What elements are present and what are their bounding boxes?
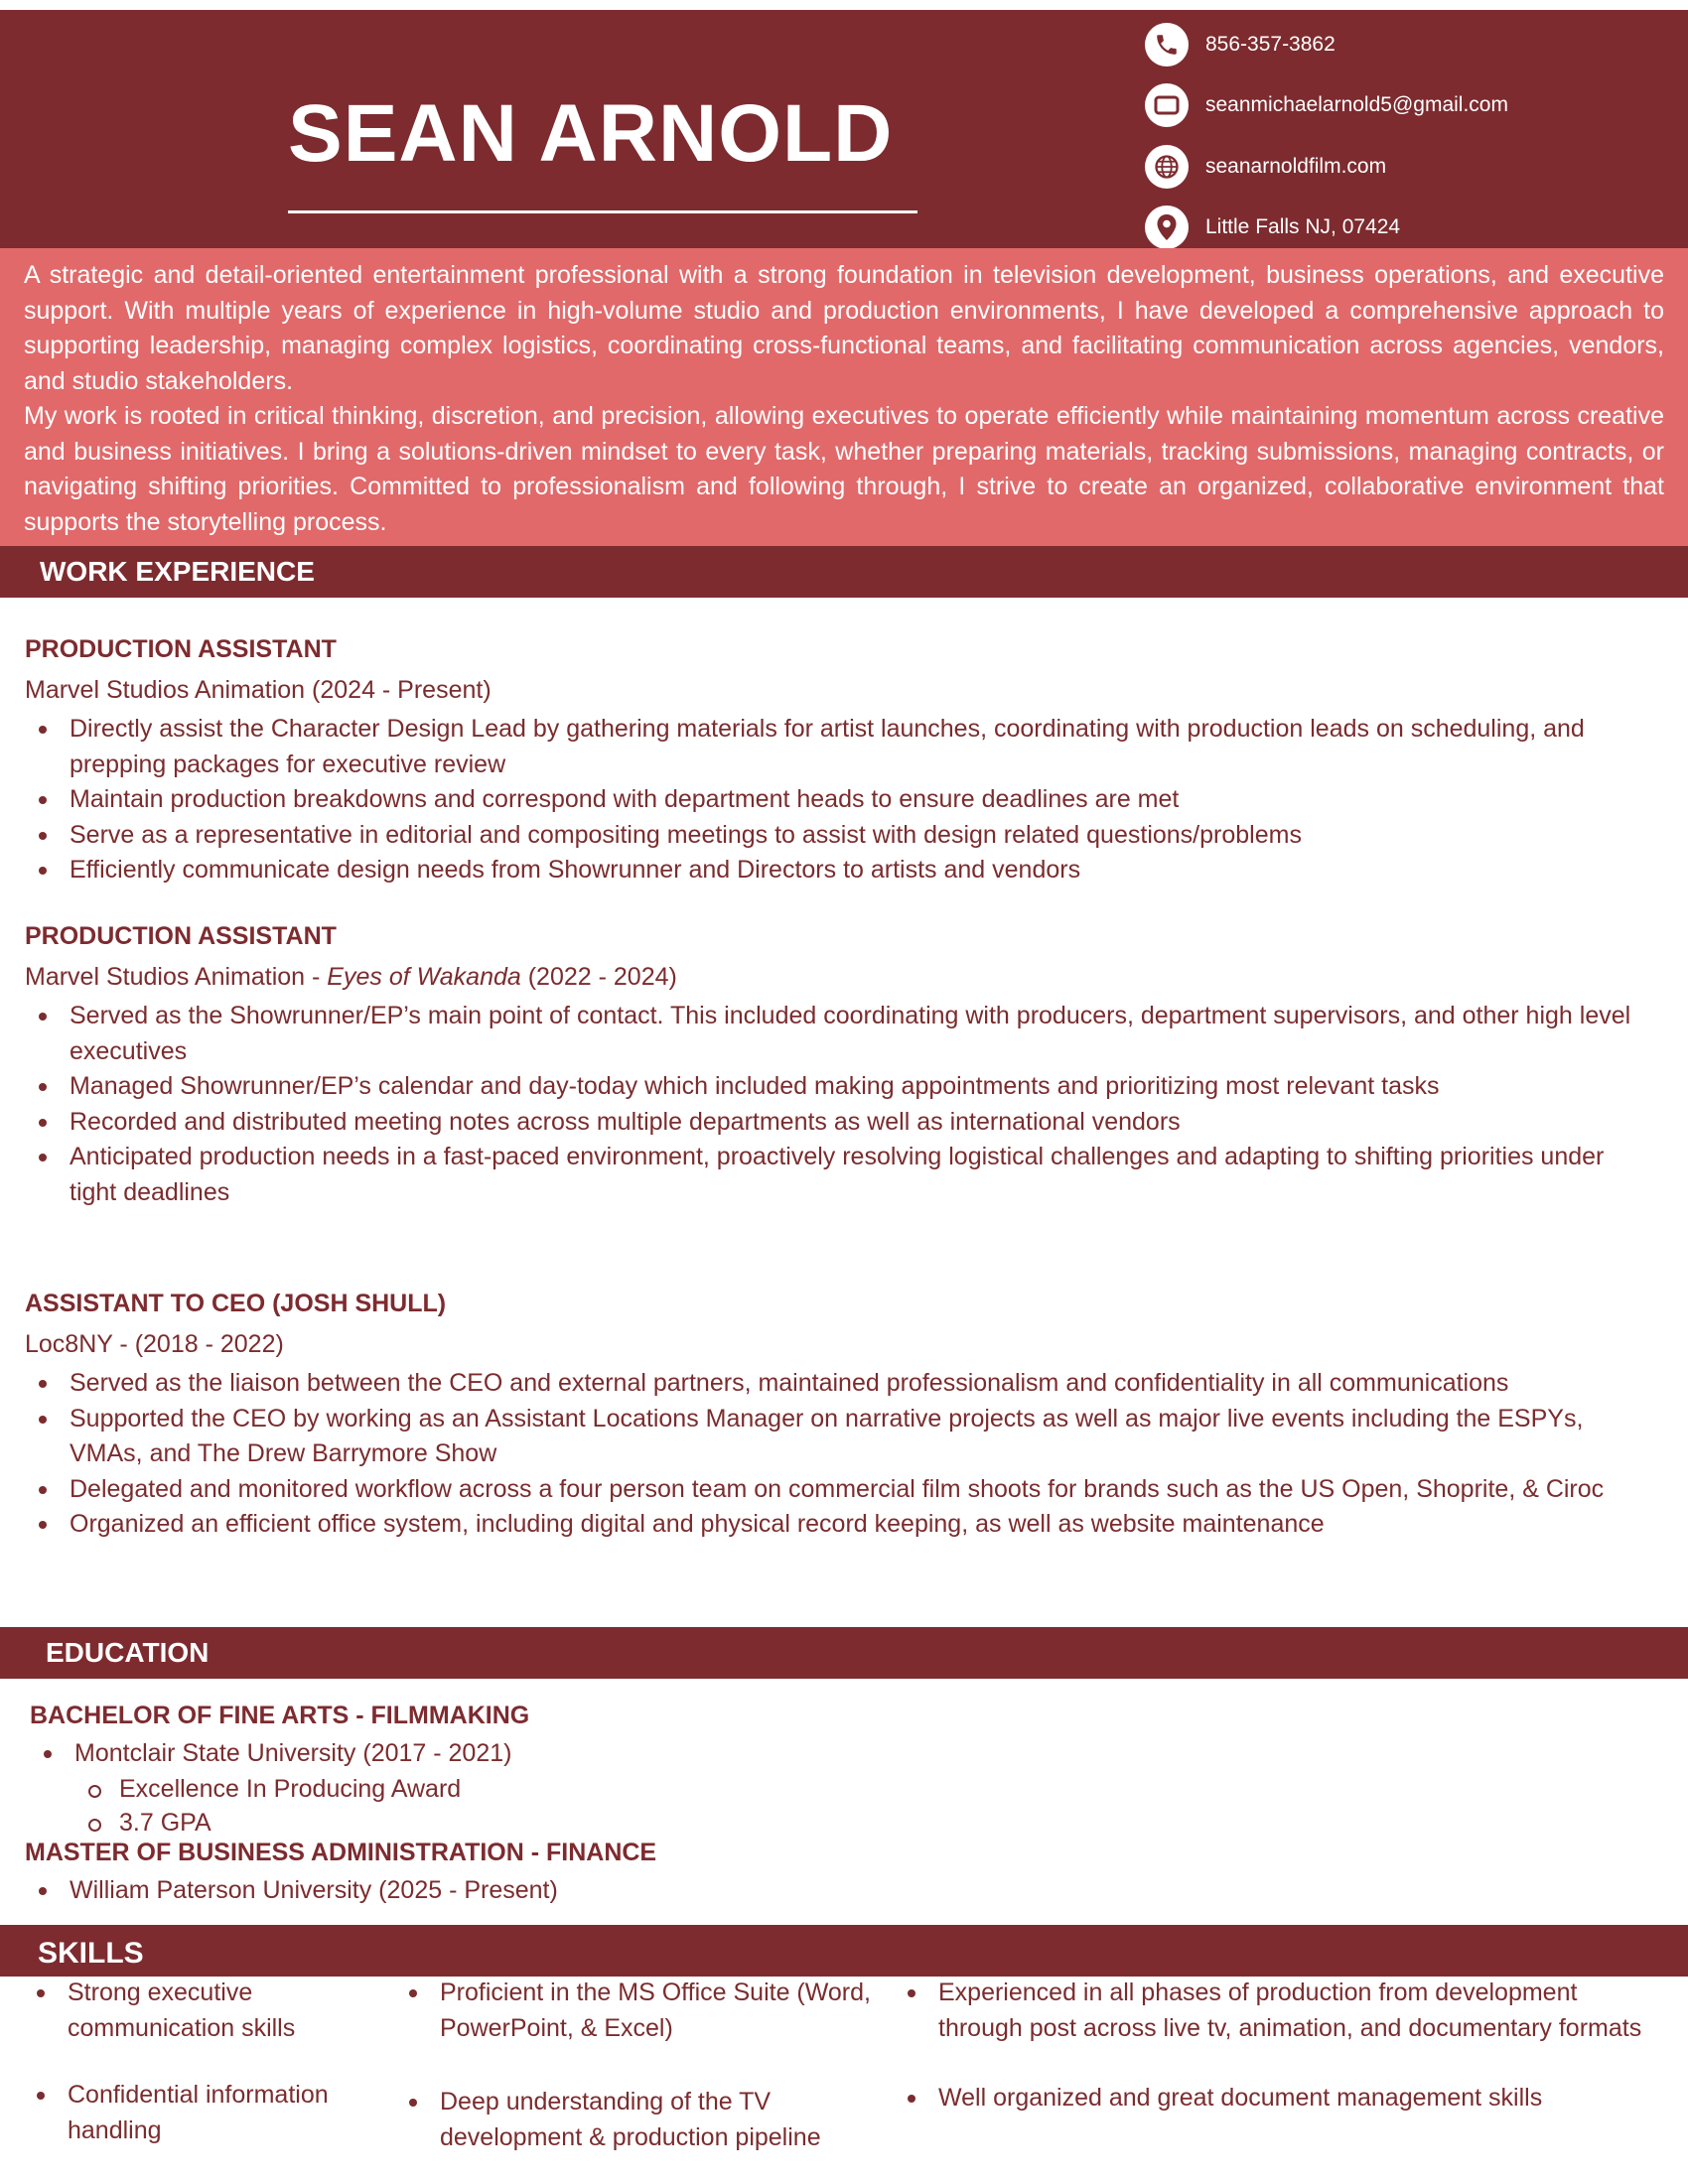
summary-paragraph-1: A strategic and detail-oriented entertainment professional with a strong foundation in television development, business operations, and executive support. With multiple years of experience in high-volume studio and production environments, I have developed a comprehensive approach to supporting leadership, managing complex logistics, coordinating cross-functional teams, and facilitating communication across agencies, vendors, and studio stakeholders.	[24, 261, 1664, 395]
candidate-name: SEAN ARNOLD	[288, 88, 894, 179]
section-title: EDUCATION	[46, 1637, 210, 1668]
bullet-item: Maintain production breakdowns and correspond with department heads to ensure deadlines are met	[25, 782, 1653, 818]
show-title: Eyes of Wakanda	[327, 963, 521, 991]
location-text: Little Falls NJ, 07424	[1205, 215, 1401, 238]
org-prefix: Marvel Studios Animation -	[25, 963, 328, 991]
bullet-item: Experienced in all phases of production from development through post across live tv, animation, and documentary formats	[894, 1976, 1658, 2046]
bullet-item: Supported the CEO by working as an Assistant Locations Manager on narrative projects as well as major live events including the ESPYs, VMAs, and The Drew Barrymore Show	[25, 1402, 1653, 1472]
skill-item	[23, 2078, 390, 2148]
degree-title: BACHELOR OF FINE ARTS - FILMMAKING	[30, 1702, 530, 1729]
education-sub-bullets	[74, 1772, 1658, 1840]
contact-location	[1145, 205, 1400, 249]
bullet-item: Recorded and distributed meeting notes across multiple departments as well as international vendors	[25, 1105, 1653, 1141]
job-organization: Loc8NY - (2018 - 2022)	[25, 1330, 284, 1358]
location-pin-icon	[1145, 205, 1189, 249]
skill-item	[894, 2081, 1658, 2116]
education-header	[0, 1627, 1688, 1679]
job-entry-3	[25, 1287, 1653, 1543]
section-title: WORK EXPERIENCE	[40, 556, 315, 587]
bullet-item: Strong executive communication skills	[23, 1976, 390, 2046]
bullet-item: Delegated and monitored workflow across a four person team on commercial film shoots for brands such as the US Open, Shoprite, & Ciroc	[25, 1472, 1653, 1508]
phone-icon	[1145, 23, 1189, 67]
summary-block	[0, 248, 1688, 546]
bullet-item: Proficient in the MS Office Suite (Word, PowerPoint, & Excel)	[395, 1976, 892, 2046]
job-bullets	[25, 712, 1653, 888]
bullet-item: Managed Showrunner/EP’s calendar and day-today which included making appointments and prioritizing most relevant tasks	[25, 1069, 1653, 1105]
bullet-item: Confidential information handling	[23, 2078, 390, 2148]
bullet-item: Montclair State University (2017 - 2021)	[30, 1736, 1658, 1772]
skill-item	[894, 1976, 1658, 2046]
job-title: PRODUCTION ASSISTANT	[25, 635, 337, 663]
job-entry-2	[25, 919, 1653, 1210]
email-text[interactable]: seanmichaelarnold5@gmail.com	[1205, 93, 1508, 116]
bullet-item: Serve as a representative in editorial and compositing meetings to assist with design related questions/problems	[25, 818, 1653, 854]
job-organization	[25, 959, 1653, 995]
sub-bullet-item: Excellence In Producing Award	[74, 1772, 1658, 1806]
bullet-item: William Paterson University (2025 - Present)	[25, 1873, 1653, 1909]
phone-text: 856-357-3862	[1205, 33, 1336, 56]
bullet-item: Served as the liaison between the CEO and external partners, maintained professionalism and confidentiality in all communications	[25, 1366, 1653, 1402]
job-bullets	[25, 999, 1653, 1210]
skill-item	[395, 1976, 892, 2046]
education-entry-2	[25, 1836, 1653, 1909]
skills-header	[0, 1925, 1688, 1977]
contact-phone	[1145, 23, 1336, 67]
education-bullets	[25, 1873, 1653, 1909]
bullet-item: Organized an efficient office system, including digital and physical record keeping, as well as website maintenance	[25, 1507, 1653, 1543]
website-text[interactable]: seanarnoldfilm.com	[1205, 155, 1387, 178]
bullet-item: Anticipated production needs in a fast-paced environment, proactively resolving logistical challenges and adapting to shifting priorities under tight deadlines	[25, 1140, 1653, 1210]
degree-title: MASTER OF BUSINESS ADMINISTRATION - FINANCE	[25, 1839, 657, 1866]
job-title: PRODUCTION ASSISTANT	[25, 922, 337, 950]
bullet-item: Efficiently communicate design needs from Showrunner and Directors to artists and vendors	[25, 853, 1653, 888]
name-underline	[288, 210, 917, 213]
bullet-item: Served as the Showrunner/EP’s main point of contact. This included coordinating with producers, department supervisors, and other high level executives	[25, 999, 1653, 1069]
contact-website	[1145, 145, 1386, 189]
job-organization: Marvel Studios Animation (2024 - Present)	[25, 676, 492, 704]
work-experience-header	[0, 546, 1688, 598]
job-bullets	[25, 1366, 1653, 1543]
bullet-item: Directly assist the Character Design Lead by gathering materials for artist launches, coordinating with production leads on scheduling, and prepping packages for executive review	[25, 712, 1653, 782]
job-entry-1	[25, 632, 1653, 888]
summary-paragraph-2: My work is rooted in critical thinking, discretion, and precision, allowing executives to operate efficiently while maintaining momentum across creative and business initiatives. I bring a solutions-driven mindset to every task, whether preparing materials, tracking submissions, managing contracts, or navigating shifting priorities. Committed to professionalism and following through, I strive to create an organized, collaborative environment that supports the storytelling process.	[24, 402, 1664, 536]
job-title: ASSISTANT TO CEO (JOSH SHULL)	[25, 1290, 447, 1317]
sub-bullet-item: 3.7 GPA	[74, 1806, 1658, 1840]
skill-item	[23, 1976, 390, 2046]
skill-item	[395, 2085, 892, 2155]
bullet-item: Well organized and great document management skills	[894, 2081, 1658, 2116]
bullet-item: Deep understanding of the TV development & production pipeline	[395, 2085, 892, 2155]
contact-email	[1145, 83, 1508, 127]
email-icon	[1145, 83, 1189, 127]
globe-icon	[1145, 145, 1189, 189]
education-entry-1	[30, 1699, 1658, 1840]
section-title: SKILLS	[38, 1937, 144, 1970]
education-bullets	[30, 1736, 1658, 1772]
org-dates: (2022 - 2024)	[520, 963, 677, 991]
header-banner	[0, 10, 1688, 248]
